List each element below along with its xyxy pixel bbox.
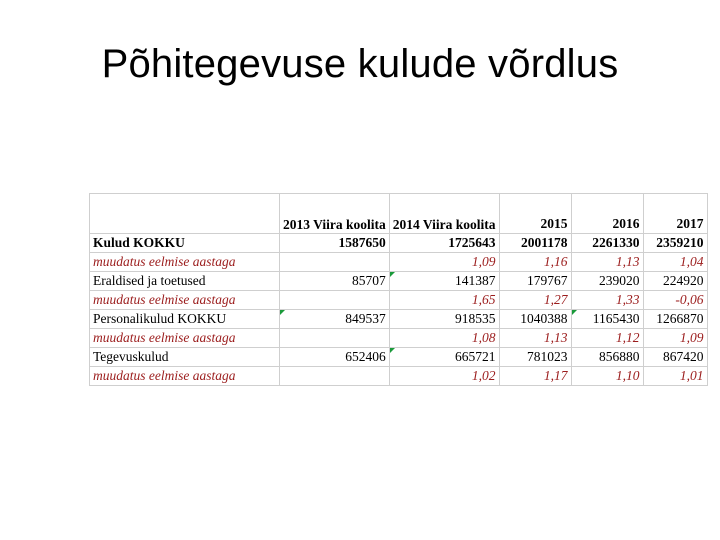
table-cell: -0,06 xyxy=(643,291,707,310)
table-row xyxy=(90,272,708,291)
cost-comparison-table xyxy=(89,193,708,386)
table-cell: 1725643 xyxy=(389,234,499,253)
table-cell: 665721 xyxy=(389,348,499,367)
table-cell: 85707 xyxy=(280,272,390,291)
table-cell: 1,13 xyxy=(499,329,571,348)
header-row xyxy=(90,194,708,234)
table-cell: 1,09 xyxy=(643,329,707,348)
table-row xyxy=(90,348,708,367)
table-cell xyxy=(280,329,390,348)
table-cell: 1,01 xyxy=(643,367,707,386)
table-cell: 652406 xyxy=(280,348,390,367)
table-cell: 179767 xyxy=(499,272,571,291)
table-cell: 1,08 xyxy=(389,329,499,348)
table-row xyxy=(90,291,708,310)
table-cell: 849537 xyxy=(280,310,390,329)
table-cell xyxy=(280,367,390,386)
table-cell: 781023 xyxy=(499,348,571,367)
header-cell xyxy=(90,194,280,234)
table-cell: 1,04 xyxy=(643,253,707,272)
row-label: muudatus eelmise aastaga xyxy=(90,291,280,310)
header-cell-2015: 2015 xyxy=(499,194,571,234)
row-label: muudatus eelmise aastaga xyxy=(90,329,280,348)
table-cell: 1,10 xyxy=(571,367,643,386)
table-cell: 1,02 xyxy=(389,367,499,386)
table-cell: 856880 xyxy=(571,348,643,367)
table-cell: 918535 xyxy=(389,310,499,329)
header-cell-2016: 2016 xyxy=(571,194,643,234)
table-cell: 1,65 xyxy=(389,291,499,310)
table-cell: 1040388 xyxy=(499,310,571,329)
table-cell: 141387 xyxy=(389,272,499,291)
row-label: muudatus eelmise aastaga xyxy=(90,253,280,272)
table-cell xyxy=(280,291,390,310)
table-row xyxy=(90,310,708,329)
table-cell: 867420 xyxy=(643,348,707,367)
row-label: Kulud KOKKU xyxy=(90,234,280,253)
table-cell: 224920 xyxy=(643,272,707,291)
table-cell: 1587650 xyxy=(280,234,390,253)
row-label: Tegevuskulud xyxy=(90,348,280,367)
row-label: muudatus eelmise aastaga xyxy=(90,367,280,386)
table-cell: 1,33 xyxy=(571,291,643,310)
header-cell-2017: 2017 xyxy=(643,194,707,234)
header-cell-2014: 2014 Viira koolita xyxy=(389,194,499,234)
row-label: Eraldised ja toetused xyxy=(90,272,280,291)
table-cell: 2359210 xyxy=(643,234,707,253)
table-cell: 1266870 xyxy=(643,310,707,329)
row-label: Personalikulud KOKKU xyxy=(90,310,280,329)
table-cell: 1165430 xyxy=(571,310,643,329)
table-row xyxy=(90,234,708,253)
slide-title: Põhitegevuse kulude võrdlus xyxy=(101,42,619,86)
header-cell-2013: 2013 Viira koolita xyxy=(280,194,390,234)
table-cell: 1,13 xyxy=(571,253,643,272)
table-cell: 239020 xyxy=(571,272,643,291)
table-cell: 1,16 xyxy=(499,253,571,272)
table-row xyxy=(90,367,708,386)
table-cell: 1,17 xyxy=(499,367,571,386)
table-cell: 1,12 xyxy=(571,329,643,348)
table-row xyxy=(90,253,708,272)
table-cell: 2261330 xyxy=(571,234,643,253)
table-cell xyxy=(280,253,390,272)
table-cell: 1,09 xyxy=(389,253,499,272)
table-cell: 2001178 xyxy=(499,234,571,253)
table-row xyxy=(90,329,708,348)
table-cell: 1,27 xyxy=(499,291,571,310)
